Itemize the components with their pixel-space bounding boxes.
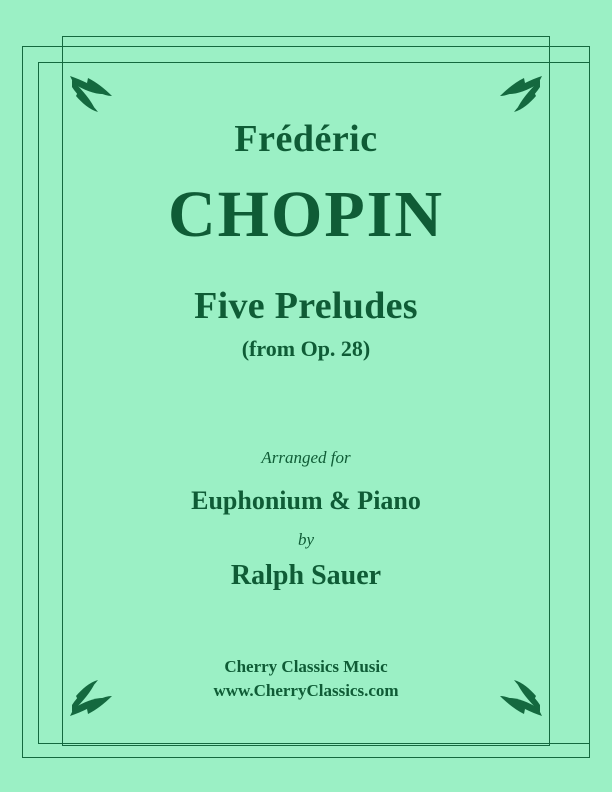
- work-subtitle: (from Op. 28): [241, 335, 371, 361]
- publisher-website[interactable]: www.CherryClassics.com: [213, 681, 399, 701]
- cover-content: [62, 36, 550, 746]
- composer-first-name: Frédéric: [234, 118, 378, 160]
- by-label: by: [297, 529, 315, 549]
- instrumentation: Euphonium & Piano: [191, 485, 421, 515]
- arranged-for-label: Arranged for: [261, 447, 351, 467]
- composer-last-name: CHOPIN: [168, 177, 444, 251]
- work-title: Five Preludes: [194, 284, 418, 327]
- arranger-name: Ralph Sauer: [230, 559, 382, 591]
- publisher-name: Cherry Classics Music: [224, 656, 388, 676]
- publisher-block: [62, 655, 550, 704]
